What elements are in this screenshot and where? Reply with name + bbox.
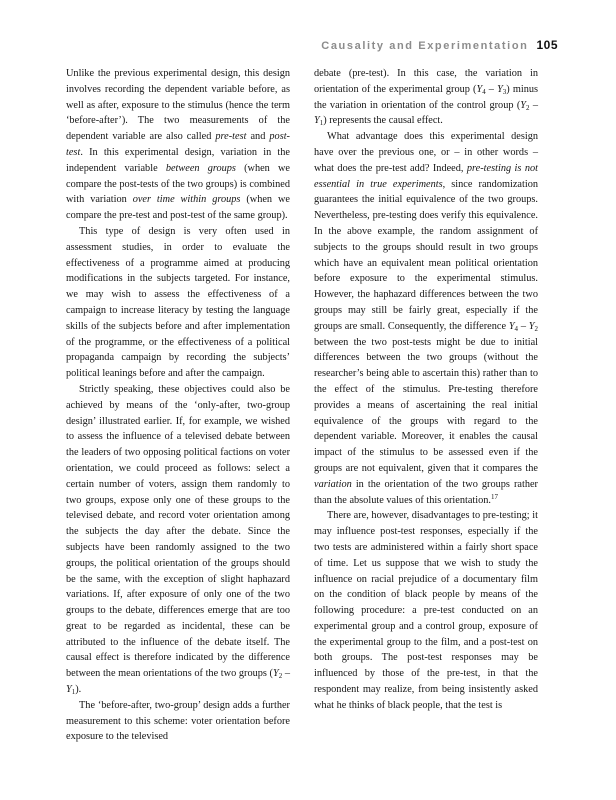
page-header: [321, 36, 558, 54]
left-column: [66, 66, 290, 745]
paragraph: This type of design is very often used in assessment studies, in order to evaluate the effectiveness of a programme aimed at producing modifications in the subjects targeted. For instance, we may wish to assess the effectiveness of a campaign to increase literacy by testing the language skills of the subjects before and after implementation of the programme, or the effectiveness of a political propaganda campaign by recording the subjects’ political leanings before and after the campaign.: [66, 225, 290, 380]
paragraph: What advantage does this experimental design have over the previous one, or – in other words – what does the pre-test add? Indeed, pre-testing is not essential in true experiments, since randomization guarantees the initial equivalence of the two groups. Nevertheless, pre-testing does verify this equivalence. In the above example, the random assignment of subjects to the groups should result in two groups which have an equivalent mean political orientation before exposure to the experimental stimulus. However, the haphazard differences between the two groups may still be fairly great, especially if the groups are small. Consequently, the difference $Y_4 - Y_2$ between the two post-tests might be due to initial differences between the two groups (without the researcher’s being able to ascertain this) rather than to the effect of the stimulus. Pre-testing therefore provides a means of ascertaining the real initial equivalence of the groups with regard to the dependent variable. Moreover, it enables the causal impact of the stimulus to be assessed even if the groups are not equivalent, given that it compares the variation in the orientation of the two groups rather than the absolute values of this orientation.$^{17}$: [314, 131, 539, 506]
paragraph: debate (pre-test). In this case, the variation in orientation of the experimental group $(Y_4 - Y_3)$ minus the variation in orientation of the control group $(Y_2 - Y_1)$ represents the causal effect.: [314, 68, 538, 128]
footnote-marker[interactable]: 17: [491, 492, 499, 501]
paragraph: Strictly speaking, these objectives could also be achieved by means of the ‘only-after, two-group design’ illustrated earlier. If, for example, we wished to assess the influence of a televised debate between the leaders of two opposing political factions on voter orientation, we could proceed as follows: select a certain number of voters, assign them randomly to two groups, expose only one of these groups to the televised debate, and record voter orientation among the subjects the day after the debate. Since the subjects have been randomly assigned to the two groups, the political orientation of the groups should be the same, with the exception of slight haphazard variations. If, after exposure of only one of the two groups to the debate, differences emerge that are too great to be regarded as incidental, these can be attributed to the influence of the debate itself. The causal effect is therefore indicated by the difference between the mean orientations of the two groups $(Y_2 - Y_1)$.: [66, 383, 290, 697]
right-column: [314, 66, 538, 714]
paragraph: Unlike the previous experimental design, this design involves recording the dependent variable before, as well as after, exposure to the stimulus (hence the term ‘before-after’). The two measurements of the dependent variable are also called pre-test and post-test. In this experimental design, variation in the independent variable between groups (when we compare the post-tests of the two groups) is combined with variation over time within groups (when we compare the pre-test and post-test of the same group).: [66, 68, 290, 222]
page-number: 105: [536, 38, 558, 52]
running-title: Causality and Experimentation: [321, 40, 529, 52]
paragraph: The ‘before-after, two-group’ design adds a further measurement to this scheme: voter orientation before exposure to the televised: [66, 699, 290, 743]
paragraph: There are, however, disadvantages to pre-testing; it may influence post-test responses, especially if the two tests are administered within a fairly short space of time. Let us suppose that we wish to study the influence on racial prejudice of a documentary film on the condition of black people by means of the following procedure: a pre-test conducted on an experimental group and a control group, exposure of the experimental group to the film, and a post-test on both groups. The post-test responses may be influenced by those of the pre-test, in that the respondent may realize, from being insistently asked what he thinks of black people, that the test is: [314, 510, 538, 711]
